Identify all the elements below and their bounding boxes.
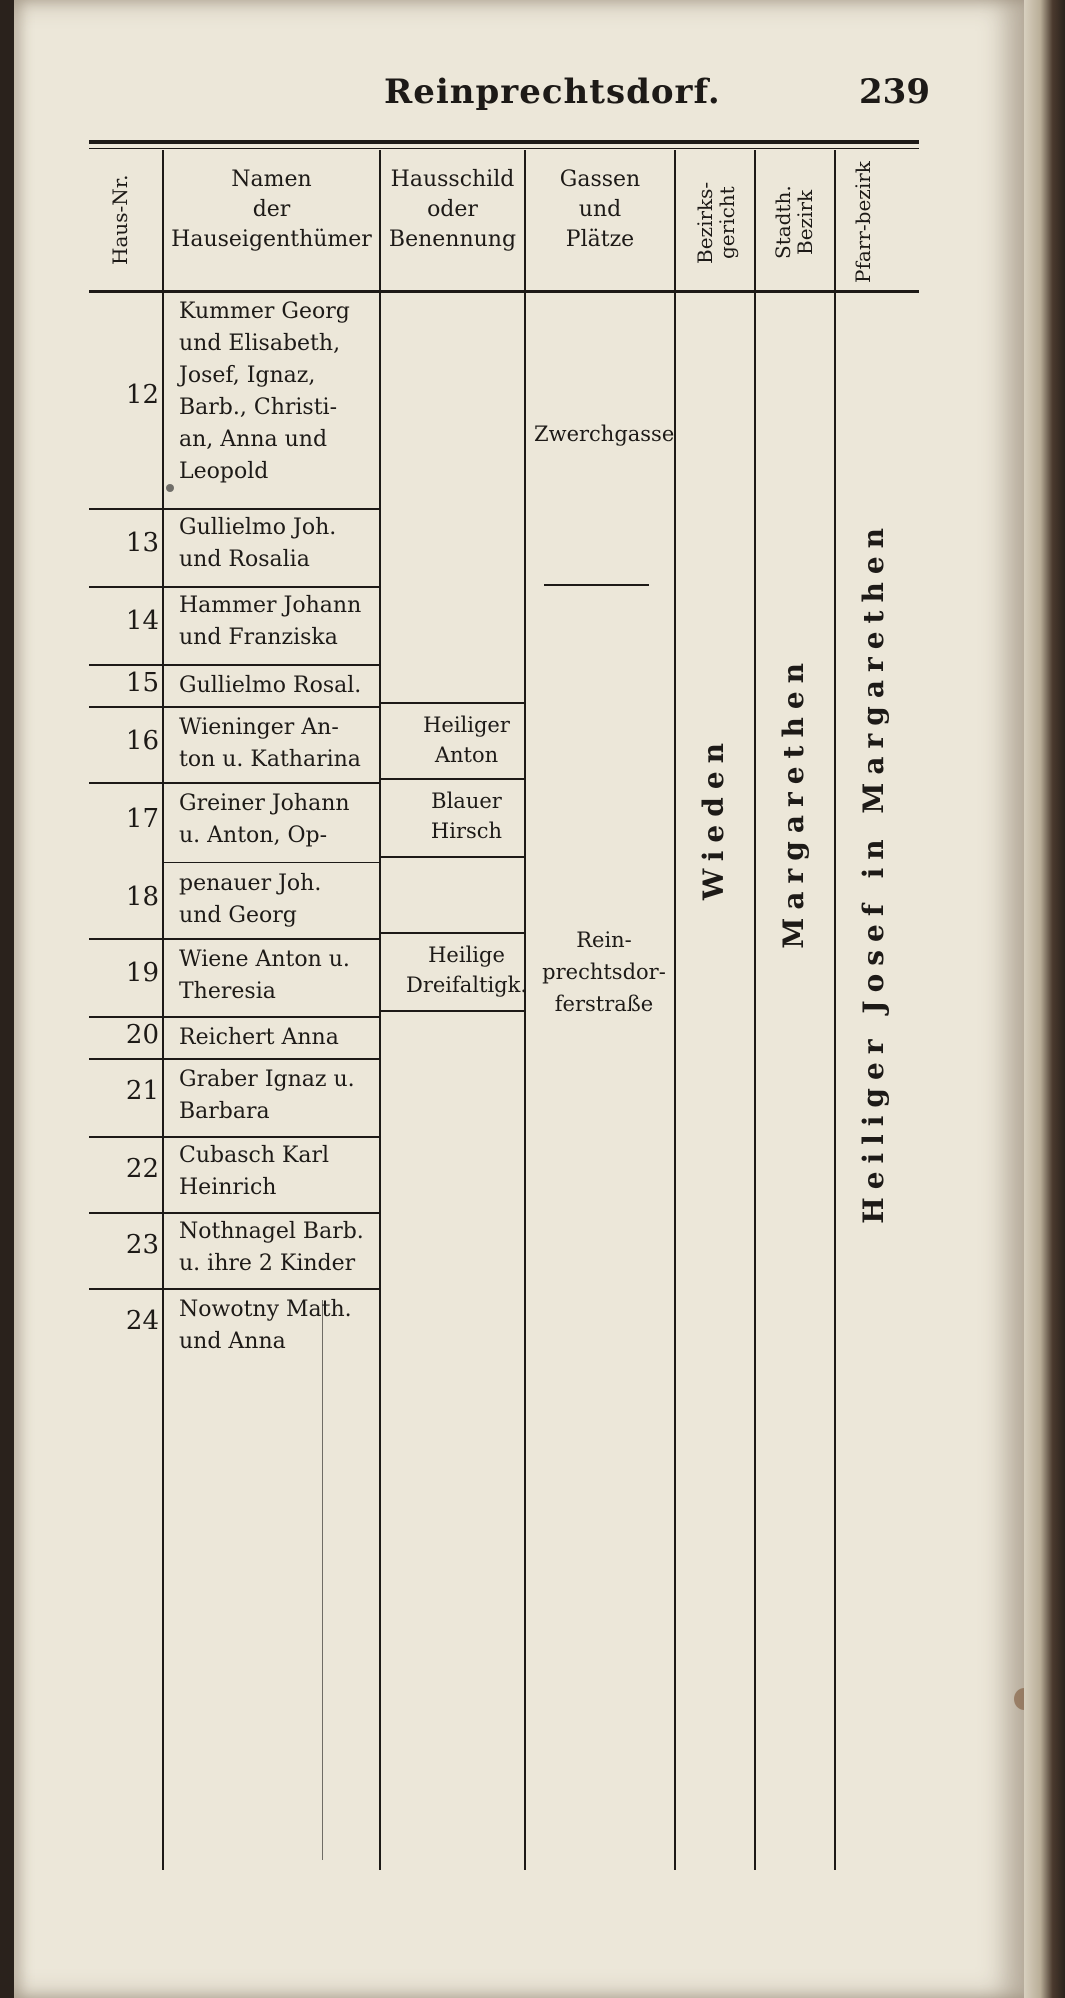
stadth-bezirk-value: Margarethen <box>777 655 810 949</box>
row-sep <box>89 1016 379 1018</box>
row-sep <box>89 508 379 510</box>
row-sep <box>89 706 379 708</box>
house-number: 20 <box>125 1020 159 1050</box>
book-page <box>14 0 1024 1998</box>
sign-sep <box>381 932 524 934</box>
house-sign: Heilige Dreifaltigk. <box>405 943 528 997</box>
inner-col-line <box>322 1300 323 1860</box>
house-number: 24 <box>125 1306 159 1336</box>
owner-name: Hammer Johann und Franziska <box>179 593 362 650</box>
ink-stain <box>166 484 174 492</box>
top-rule-thin <box>89 148 919 149</box>
top-rule-thick <box>89 140 919 144</box>
header-bezirksgericht: Bezirks-gericht <box>693 181 739 264</box>
pfarrbezirk-value: Heiliger Josef in Margarethen <box>857 520 890 1224</box>
row-sep <box>89 1136 379 1138</box>
house-number: 15 <box>125 668 159 698</box>
house-number: 23 <box>125 1230 159 1260</box>
row-sep <box>89 1288 379 1290</box>
house-number: 14 <box>125 606 159 636</box>
owner-name: Kummer Georg und Elisabeth, Josef, Ignaz, Barb., Christi- an, Anna und Leopold <box>179 299 350 484</box>
house-number: 16 <box>125 726 159 756</box>
col-divider-5 <box>754 150 756 1870</box>
owner-name: Gullielmo Joh. und Rosalia <box>179 515 337 572</box>
header-pfarrbezirk: Pfarr-bezirk <box>851 161 875 284</box>
house-sign: Heiliger Anton <box>423 713 510 767</box>
owner-name: Wiene Anton u. Theresia <box>179 947 350 1004</box>
col-divider-1 <box>162 150 164 1870</box>
col-divider-3 <box>524 150 526 1870</box>
street-zwerchgasse: Zwerchgasse <box>534 422 675 446</box>
bezirksgericht-value: Wieden <box>697 735 730 901</box>
owner-name: Cubasch Karl Heinrich <box>179 1143 330 1200</box>
house-number: 22 <box>125 1154 159 1184</box>
owner-name: penauer Joh. und Georg <box>179 871 322 928</box>
owner-name: Wieninger An- ton u. Katharina <box>179 715 361 772</box>
col-divider-6 <box>834 150 836 1870</box>
house-number: 21 <box>125 1076 159 1106</box>
owner-name: Greiner Johann u. Anton, Op- <box>179 791 350 848</box>
row-sep <box>89 782 379 784</box>
house-number: 18 <box>125 882 159 912</box>
sign-sep <box>381 856 524 858</box>
row-sep <box>89 938 379 940</box>
owner-name: Graber Ignaz u. Barbara <box>179 1067 355 1124</box>
owner-name: Gullielmo Rosal. <box>179 673 362 698</box>
owner-name: Nothnagel Barb. u. ihre 2 Kinder <box>179 1219 364 1276</box>
street-sep <box>544 584 649 586</box>
col-divider-4 <box>674 150 676 1870</box>
header-namen: Namen der Hauseigenthümer <box>171 167 372 252</box>
sign-sep <box>381 778 524 780</box>
street-reinprechtsdorferstrasse: Rein- prechtsdor- ferstraße <box>542 928 666 1016</box>
house-number: 12 <box>125 380 159 410</box>
header-haus-nr: Haus-Nr. <box>108 174 132 266</box>
row-sep <box>89 1058 379 1060</box>
header-gassen: Gassen und Plätze <box>559 167 641 252</box>
house-number: 17 <box>125 804 159 834</box>
row-sep <box>89 1212 379 1214</box>
page-number: 239 <box>859 72 930 112</box>
house-number: 13 <box>125 528 159 558</box>
sign-sep <box>381 702 524 704</box>
owner-name: Nowotny Math. und Anna <box>179 1297 352 1354</box>
sign-sep <box>381 1010 524 1012</box>
row-sep <box>89 664 379 666</box>
header-hausschild: Hausschild oder Benennung <box>388 167 517 252</box>
row-sep <box>164 862 379 863</box>
header-bottom-rule <box>89 290 919 293</box>
book-edge <box>1024 0 1065 1998</box>
header-stadth-bezirk: Stadth. Bezirk <box>771 185 817 260</box>
house-sign: Blauer Hirsch <box>430 789 503 843</box>
house-number: 19 <box>125 958 159 988</box>
page-title: Reinprechtsdorf. <box>384 72 721 112</box>
owner-name: Reichert Anna <box>179 1025 339 1050</box>
row-sep <box>89 586 379 588</box>
